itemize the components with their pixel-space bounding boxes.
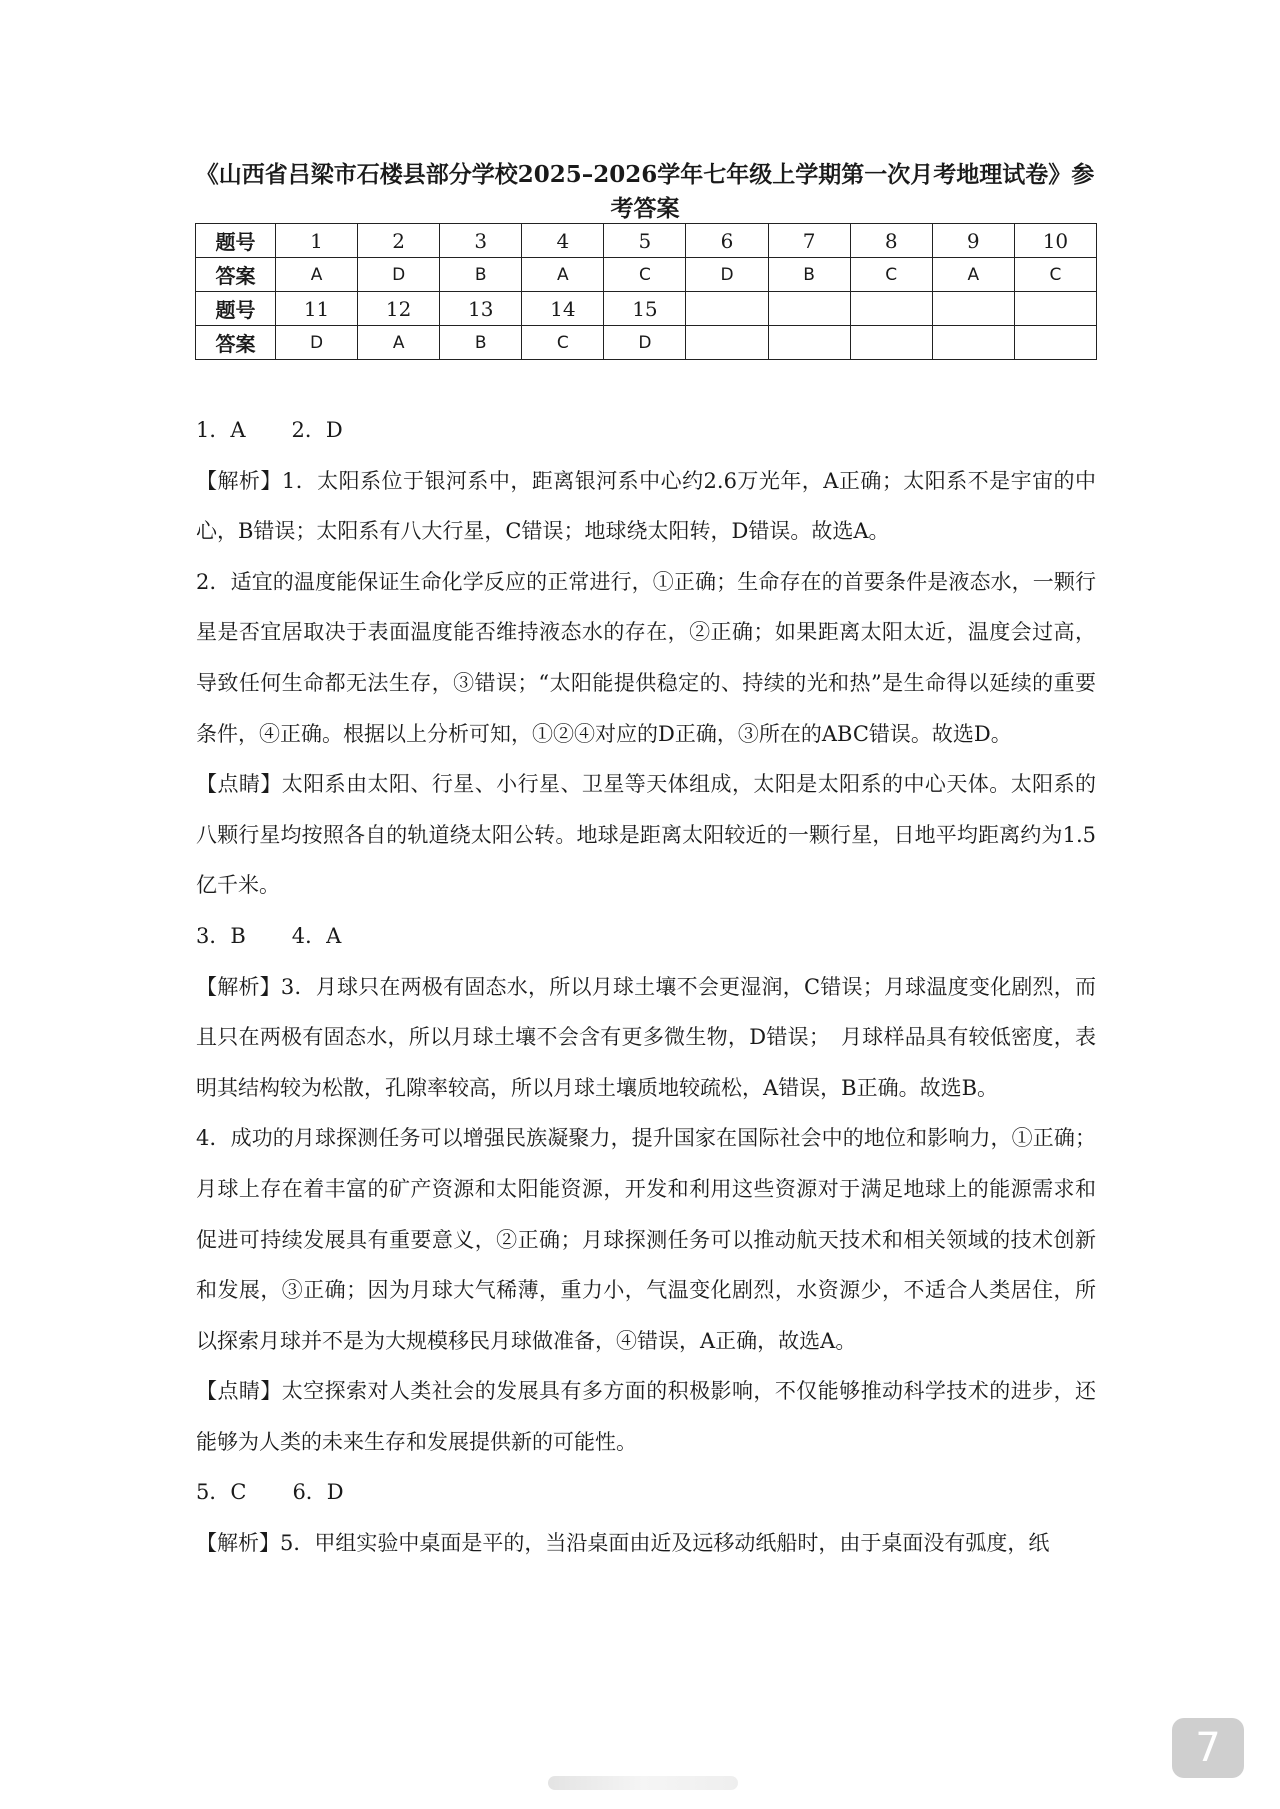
- answer-cell: C: [522, 326, 604, 360]
- explanation-paragraph: [196, 759, 1096, 911]
- question-number-cell: 13: [440, 292, 522, 326]
- answer-line: [196, 405, 1096, 456]
- paragraph-text: 2．适宜的温度能保证生命化学反应的正常进行，①正确；生命存在的首要条件是液态水，一颗行星是否宜居取决于表面温度能否维持液态水的存在，②正确；如果距离太阳太近，温度会过高，导致任何生命都无法生存，③错误；“太阳能提供稳定的、持续的光和热”是生命得以延续的重要条件，④正确。根据以上分析可知，①②④对应的D正确，③所在的ABC错误。故选D。: [196, 569, 1096, 746]
- answer-cell: [850, 326, 932, 360]
- section-tag: 【点睛】: [196, 1379, 282, 1404]
- answer-cell: [1014, 326, 1096, 360]
- question-number-cell: [850, 292, 932, 326]
- answer-cell: D: [358, 258, 440, 292]
- answer-item: 4．A: [291, 923, 342, 948]
- section-tag: 【解析】: [196, 974, 281, 999]
- paragraph-text: 4．成功的月球探测任务可以增强民族凝聚力，提升国家在国际社会中的地位和影响力，①正确；月球上存在着丰富的矿产资源和太阳能资源，开发和利用这些资源对于满足地球上的能源需求和促进可持续发展具有重要意义，②正确；月球探测任务可以推动航天技术和相关领域的技术创新和发展，③正确；因为月球大气稀薄，重力小，气温变化剧烈，水资源少，不适合人类居住，所以探索月球并不是为大规模移民月球做准备，④错误，A正确，故选A。: [196, 1126, 1096, 1353]
- answer-cell: C: [604, 258, 686, 292]
- explanation-paragraph: [196, 1518, 1096, 1569]
- explanation-paragraph: [196, 1366, 1096, 1467]
- answer-cell: A: [932, 258, 1014, 292]
- answer-cell: [932, 326, 1014, 360]
- section-tag: 【解析】: [196, 1531, 280, 1556]
- question-number-cell: 9: [932, 224, 1014, 258]
- explanation-body: [196, 405, 1096, 1569]
- table-row: [196, 292, 1097, 326]
- paragraph-text: 5．甲组实验中桌面是平的，当沿桌面由近及远移动纸船时，由于桌面没有弧度，纸: [280, 1531, 1050, 1556]
- section-tag: 【点睛】: [196, 772, 282, 797]
- question-number-cell: [768, 292, 850, 326]
- answer-cell: B: [440, 326, 522, 360]
- watermark: [548, 1776, 738, 1790]
- question-number-cell: 15: [604, 292, 686, 326]
- question-number-cell: 5: [604, 224, 686, 258]
- paragraph-text: 太阳系由太阳、行星、小行星、卫星等天体组成，太阳是太阳系的中心天体。太阳系的八颗行星均按照各自的轨道绕太阳公转。地球是距离太阳较近的一颗行星，日地平均距离约为1.5亿千米。: [196, 772, 1097, 898]
- question-number-cell: 2: [358, 224, 440, 258]
- question-number-cell: 3: [440, 224, 522, 258]
- answer-cell: [768, 326, 850, 360]
- question-number-cell: 6: [686, 224, 768, 258]
- question-number-cell: 1: [276, 224, 358, 258]
- row-header: 答案: [196, 258, 276, 292]
- answer-cell: A: [522, 258, 604, 292]
- answer-item: 1．A: [196, 418, 246, 442]
- row-header: 题号: [196, 292, 276, 326]
- answer-line: [196, 1467, 1096, 1518]
- answer-cell: A: [276, 258, 358, 292]
- table-row: [196, 224, 1097, 258]
- question-number-cell: 10: [1014, 224, 1096, 258]
- answer-item: 5．C: [196, 1480, 247, 1505]
- answer-cell: D: [686, 258, 768, 292]
- question-number-cell: 4: [522, 224, 604, 258]
- answer-cell: A: [358, 326, 440, 360]
- question-number-cell: [686, 292, 768, 326]
- question-number-cell: 7: [768, 224, 850, 258]
- paragraph-text: 1．太阳系位于银河系中，距离银河系中心约2.6万光年，A正确；太阳系不是宇宙的中心，B错误；太阳系有八大行星，C错误；地球绕太阳转，D错误。故选A。: [196, 468, 1097, 544]
- answer-cell: [686, 326, 768, 360]
- table-row: [196, 326, 1097, 360]
- explanation-paragraph: [196, 1113, 1096, 1366]
- answer-item: 6．D: [292, 1480, 344, 1505]
- question-number-cell: [932, 292, 1014, 326]
- table-row: [196, 258, 1097, 292]
- row-header: 答案: [196, 326, 276, 360]
- answer-cell: C: [1014, 258, 1096, 292]
- answer-cell: C: [850, 258, 932, 292]
- answer-item: 3．B: [196, 923, 246, 948]
- question-number-cell: 8: [850, 224, 932, 258]
- paragraph-text: 太空探索对人类社会的发展具有多方面的积极影响，不仅能够推动科学技术的进步，还能够为人类的未来生存和发展提供新的可能性。: [196, 1379, 1097, 1454]
- answer-cell: B: [440, 258, 522, 292]
- page-number-badge: 7: [1172, 1718, 1244, 1778]
- question-number-cell: 14: [522, 292, 604, 326]
- section-tag: 【解析】: [196, 468, 282, 493]
- row-header: 题号: [196, 224, 276, 258]
- question-number-cell: [1014, 292, 1096, 326]
- paragraph-text: 3．月球只在两极有固态水，所以月球土壤不会更湿润，C错误；月球温度变化剧烈，而且只在两极有固态水，所以月球土壤不会含有更多微生物，D错误； 月球样品具有较低密度，表明其结构较为松散，孔隙率较高，所以月球土壤质地较疏松，A错误，B正确。故选B。: [196, 974, 1096, 1100]
- answer-cell: D: [276, 326, 358, 360]
- answer-line: [196, 911, 1096, 962]
- answer-item: 2．D: [291, 418, 343, 442]
- question-number-cell: 12: [358, 292, 440, 326]
- explanation-paragraph: [196, 557, 1096, 759]
- answer-table: [195, 223, 1097, 360]
- question-number-cell: 11: [276, 292, 358, 326]
- explanation-paragraph: [196, 456, 1096, 557]
- answer-cell: B: [768, 258, 850, 292]
- answer-cell: D: [604, 326, 686, 360]
- page-title: 《山西省吕梁市石楼县部分学校2025–2026学年七年级上学期第一次月考地理试卷》参考答案: [195, 161, 1095, 222]
- explanation-paragraph: [196, 962, 1096, 1114]
